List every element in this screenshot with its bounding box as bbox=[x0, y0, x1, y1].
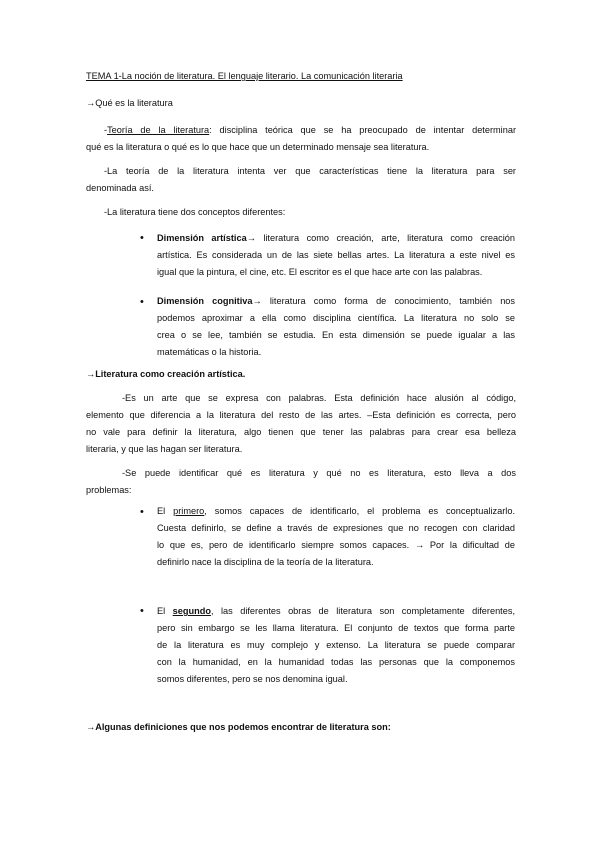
paragraph-teoria bbox=[86, 122, 516, 156]
paragraph-line: no vale para definir la literatura, algo tienen que tener las palabras para crear esa belleza bbox=[86, 427, 516, 437]
paragraph-line: matemáticas o la historia. bbox=[157, 347, 262, 357]
paragraph-line: elemento que diferencia a la literatura del resto de las artes. –Esta definición es correcta, pero bbox=[86, 410, 516, 420]
bullet-primero bbox=[157, 503, 515, 571]
bullet-dimension-cognitiva bbox=[157, 293, 515, 361]
paragraph-arte-palabras bbox=[86, 390, 516, 458]
paragraph-line: Cuesta definirlo, se define a través de expresiones que no recogen con claridad bbox=[157, 523, 515, 533]
paragraph-dos-conceptos: -La literatura tiene dos conceptos diferentes: bbox=[104, 207, 286, 217]
page-title: TEMA 1-La noción de literatura. El lenguaje literario. La comunicación literaria bbox=[86, 71, 403, 81]
paragraph-line: lo que es, pero de identificarlo siempre somos capaces. → Por la dificultad de bbox=[157, 540, 515, 550]
term-segundo: segundo bbox=[172, 606, 211, 616]
paragraph-line: igual que la pintura, el cine, etc. El escritor es el que hace arte con las palabras. bbox=[157, 267, 483, 277]
paragraph-line: pero sin embargo se les llama literatura. El conjunto de textos que forma parte bbox=[157, 623, 515, 633]
heading-que-es-literatura: →Qué es la literatura bbox=[86, 98, 173, 108]
paragraph-line: definirlo nace la disciplina de la teoría de la literatura. bbox=[157, 557, 374, 567]
term-dimension-cognitiva: Dimensión cognitiva bbox=[157, 296, 253, 306]
paragraph-line: crea o se lee, también se estudia. En esta dimensión se puede igualar a las bbox=[157, 330, 515, 340]
heading-creacion-artistica: →Literatura como creación artística. bbox=[86, 369, 246, 379]
paragraph-line: denominada así. bbox=[86, 183, 154, 193]
paragraph-line: -Es un arte que se expresa con palabras. Esta definición hace alusión al código, bbox=[122, 393, 516, 403]
paragraph-line: somos diferentes, pero se nos denomina igual. bbox=[157, 674, 348, 684]
bullet-dimension-artistica bbox=[157, 230, 515, 281]
paragraph-line: -La teoría de la literatura intenta ver que características tiene la literatura para ser bbox=[104, 166, 516, 176]
paragraph-line: de la literatura es muy complejo y extenso. La literatura se puede comparar bbox=[157, 640, 515, 650]
paragraph-line: -Se puede identificar qué es literatura y qué no es literatura, esto lleva a dos bbox=[122, 468, 516, 478]
paragraph-teoria-intenta bbox=[86, 163, 516, 197]
term-dimension-artistica: Dimensión artística bbox=[157, 233, 247, 243]
bullet-icon: • bbox=[140, 605, 144, 617]
paragraph-line: con la humanidad, en la humanidad todas las personas que la componemos bbox=[157, 657, 515, 667]
paragraph-line: artística. Es considerada un de las siete bellas artes. La literatura a este nivel es bbox=[157, 250, 515, 260]
paragraph-line: problemas: bbox=[86, 485, 132, 495]
paragraph-line: literaria, y que las hagan ser literatura. bbox=[86, 444, 243, 454]
term-primero: primero bbox=[173, 506, 205, 516]
paragraph-line: El segundo, las diferentes obras de literatura son completamente diferentes, bbox=[157, 606, 515, 616]
bullet-icon: • bbox=[140, 506, 144, 518]
paragraph-identificar bbox=[86, 465, 516, 499]
teoria-link-text: Teoría de la literatura bbox=[107, 125, 210, 135]
heading-algunas-definiciones: →Algunas definiciones que nos podemos encontrar de literatura son: bbox=[86, 722, 391, 732]
paragraph-line: qué es la literatura o qué es lo que hace que un determinado mensaje sea literatura. bbox=[86, 142, 430, 152]
paragraph-line: El primero, somos capaces de identificarlo, el problema es conceptualizarlo. bbox=[157, 506, 515, 516]
bullet-icon: • bbox=[140, 296, 144, 308]
paragraph-line: -Teoría de la literatura: disciplina teórica que se ha preocupado de intentar determinar bbox=[104, 125, 517, 135]
paragraph-line: Dimensión artística→ literatura como creación, arte, literatura como creación bbox=[157, 233, 515, 243]
bullet-segundo bbox=[157, 603, 515, 688]
bullet-icon: • bbox=[140, 232, 144, 244]
paragraph-line: Dimensión cognitiva→ literatura como forma de conocimiento, también nos bbox=[157, 296, 516, 306]
paragraph-line: podemos aproximar a ella como disciplina científica. La literatura no solo se bbox=[157, 313, 515, 323]
